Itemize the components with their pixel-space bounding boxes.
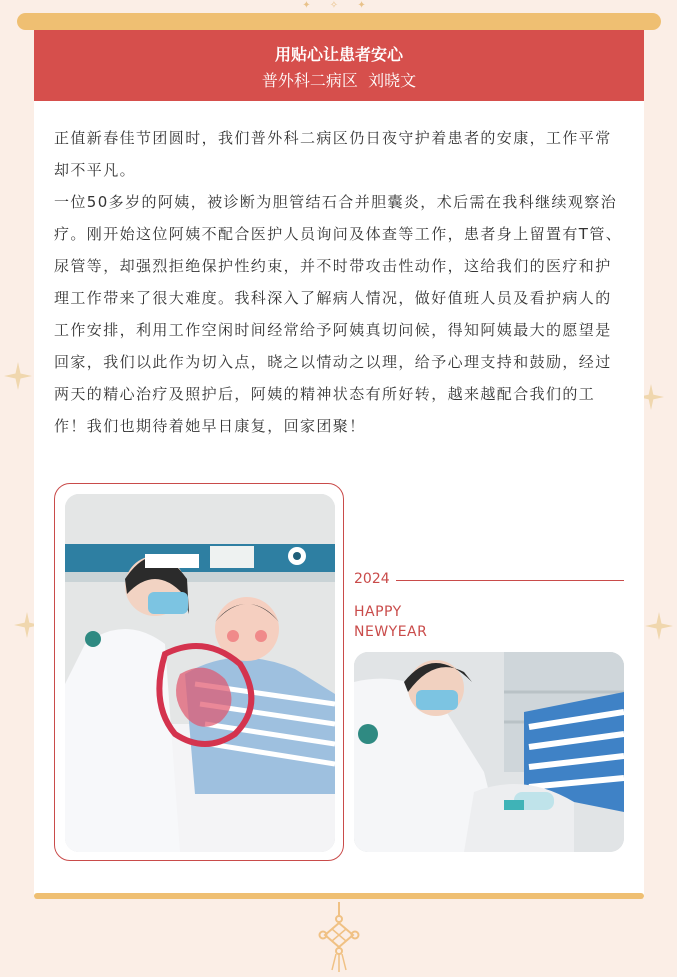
nurse-care-photo <box>354 652 624 852</box>
author-byline: 普外科二病区 刘晓文 <box>261 71 417 90</box>
top-ornament: ✦ ✧ ✦ <box>302 0 374 11</box>
article-paragraph: 正值新春佳节团圆时，我们普外科二病区仍日夜守护着患者的安康，工作平常却不平凡。 <box>54 129 612 179</box>
greeting-line-2: NEWYEAR <box>354 624 428 640</box>
sparkle-icon <box>645 612 673 640</box>
chinese-knot-icon <box>318 902 360 972</box>
page-title: 用贴心让患者安心 <box>274 45 403 64</box>
top-decorative-bar <box>17 13 661 30</box>
article-paragraph: 一位50多岁的阿姨，被诊断为胆管结石合并胆囊炎，术后需在我科继续观察治疗。刚开始这位阿姨不配合医护人员询问及体查等工作，患者身上留置有T管、尿管等，却强烈拒绝保护性约束，并不时带攻击性动作，这给我们的医疗和护理工作带来了很大难度。我科深入了解病人情况，做好值班人员及看护病人的工作安排，利用工作空闲时间经常给予阿姨真切问候，得知阿姨最大的愿望是回家，我们以此作为切入点，晓之以情动之以理，给予心理支持和鼓励，经过两天的精心治疗及照护后，阿姨的精神状态有所好转，越来越配合我们的工作！我们也期待着她早日康复，回家团聚！ <box>54 193 623 435</box>
article-body <box>54 122 624 442</box>
greeting-line-1: HAPPY <box>354 604 402 620</box>
year-label: 2024 <box>354 571 390 587</box>
article-card <box>34 30 644 898</box>
bottom-decorative-bar <box>34 893 644 899</box>
year-divider <box>354 571 624 589</box>
sparkle-icon <box>4 362 32 390</box>
new-year-greeting <box>354 602 427 642</box>
year-rule <box>396 580 624 581</box>
nurse-with-patient-photo <box>65 494 335 852</box>
title-banner <box>34 30 644 101</box>
